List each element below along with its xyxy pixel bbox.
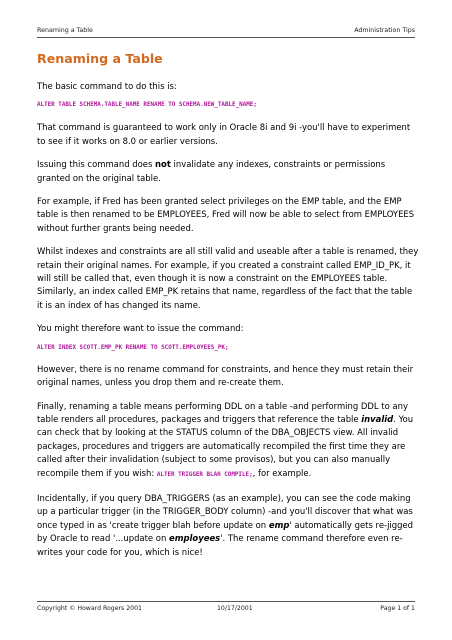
paragraph-3 xyxy=(37,158,419,185)
paragraph-6: You might therefore want to issue the command: xyxy=(37,323,244,334)
page-header xyxy=(37,27,415,38)
paragraph-5: Whilst indexes and constraints are all still valid and useable after a table is renamed, they retain their original names. For example, if you created a constraint called EMP_ID_PK, it will still be called that, even though it is now a constraint on the EMPLOYEES table. Similarly, an index called EMP_PK retains that name, regardless of the fact that the table it is an index of has changed its name. xyxy=(37,246,419,310)
paragraph-8-text-mid: . You can check that by looking at the STATUS column of the DBA_OBJECTS view. All invalid packages, procedures and triggers are automatically recompiled the first time they are called after their invalidation (subject to some provisos), but you can also manually recompile them if you wish: xyxy=(37,413,414,478)
paragraph-8-emphasis: invalid xyxy=(361,413,394,424)
header-right: Administration Tips xyxy=(354,27,415,34)
paragraph-2: That command is guaranteed to work only in Oracle 8i and 9i -you'll have to experiment to see if it works on 8.0 or earlier versions. xyxy=(37,122,411,146)
paragraph-1: The basic command to do this is: xyxy=(37,81,177,91)
footer-copyright: Copyright © Howard Rogers 2001 xyxy=(37,605,142,612)
paragraph-9 xyxy=(37,492,419,559)
paragraph-9-text-end: '. The rename command therefore even re-writes your code for you, which is nice! xyxy=(37,533,403,557)
paragraph-9-emphasis-employees: employees xyxy=(168,533,221,544)
paragraph-8 xyxy=(37,400,419,482)
code-compile-trigger: ALTER TRIGGER BLAH COMPILE; xyxy=(156,471,253,478)
code-rename-table: ALTER TABLE SCHEMA.TABLE_NAME RENAME TO SCHEMA.NEW_TABLE_NAME; xyxy=(37,102,257,109)
footer-date: 10/17/2001 xyxy=(217,605,253,612)
paragraph-7: However, there is no rename command for constraints, and hence they must retain their original names, unless you drop them and re-create them. xyxy=(37,363,414,388)
paragraph-3-text: Issuing this command does xyxy=(37,159,156,170)
paragraph-8-text: Finally, renaming a table means performing DDL on a table -and performing DDL to any table renders all procedures, packages and triggers that reference the table xyxy=(37,400,408,424)
paragraph-9-text-mid: ' automatically gets re-jigged by Oracle to read '...update on xyxy=(37,519,414,544)
paragraph-9-emphasis-emp: emp xyxy=(268,519,290,530)
page-footer xyxy=(37,601,415,614)
paragraph-3-text-end: invalidate any indexes, constraints or permissions granted on the original table. xyxy=(37,159,386,183)
paragraph-9-text: Incidentally, if you query DBA_TRIGGERS (as an example), you can see the code making up a particular trigger (in the TRIGGER_BODY column) -and you'll discover that what was once typed in as 'create trigger blah before update on xyxy=(37,492,413,530)
code-rename-index: ALTER INDEX SCOTT.EMP_PK RENAME TO SCOTT.EMPLOYEES_PK; xyxy=(37,344,229,351)
page-content xyxy=(37,51,419,559)
header-left: Renaming a Table xyxy=(37,27,93,34)
footer-page-number: Page 1 of 1 xyxy=(380,605,415,612)
paragraph-3-bold: not xyxy=(155,159,171,170)
page-title: Renaming a Table xyxy=(37,51,163,66)
paragraph-4: For example, if Fred has been granted select privileges on the EMP table, and the EMP table is then renamed to be EMPLOYEES, Fred will now be able to select from EMPLOYEES without further grants being needed. xyxy=(37,196,415,233)
paragraph-8-text-end: , for example. xyxy=(252,467,312,478)
